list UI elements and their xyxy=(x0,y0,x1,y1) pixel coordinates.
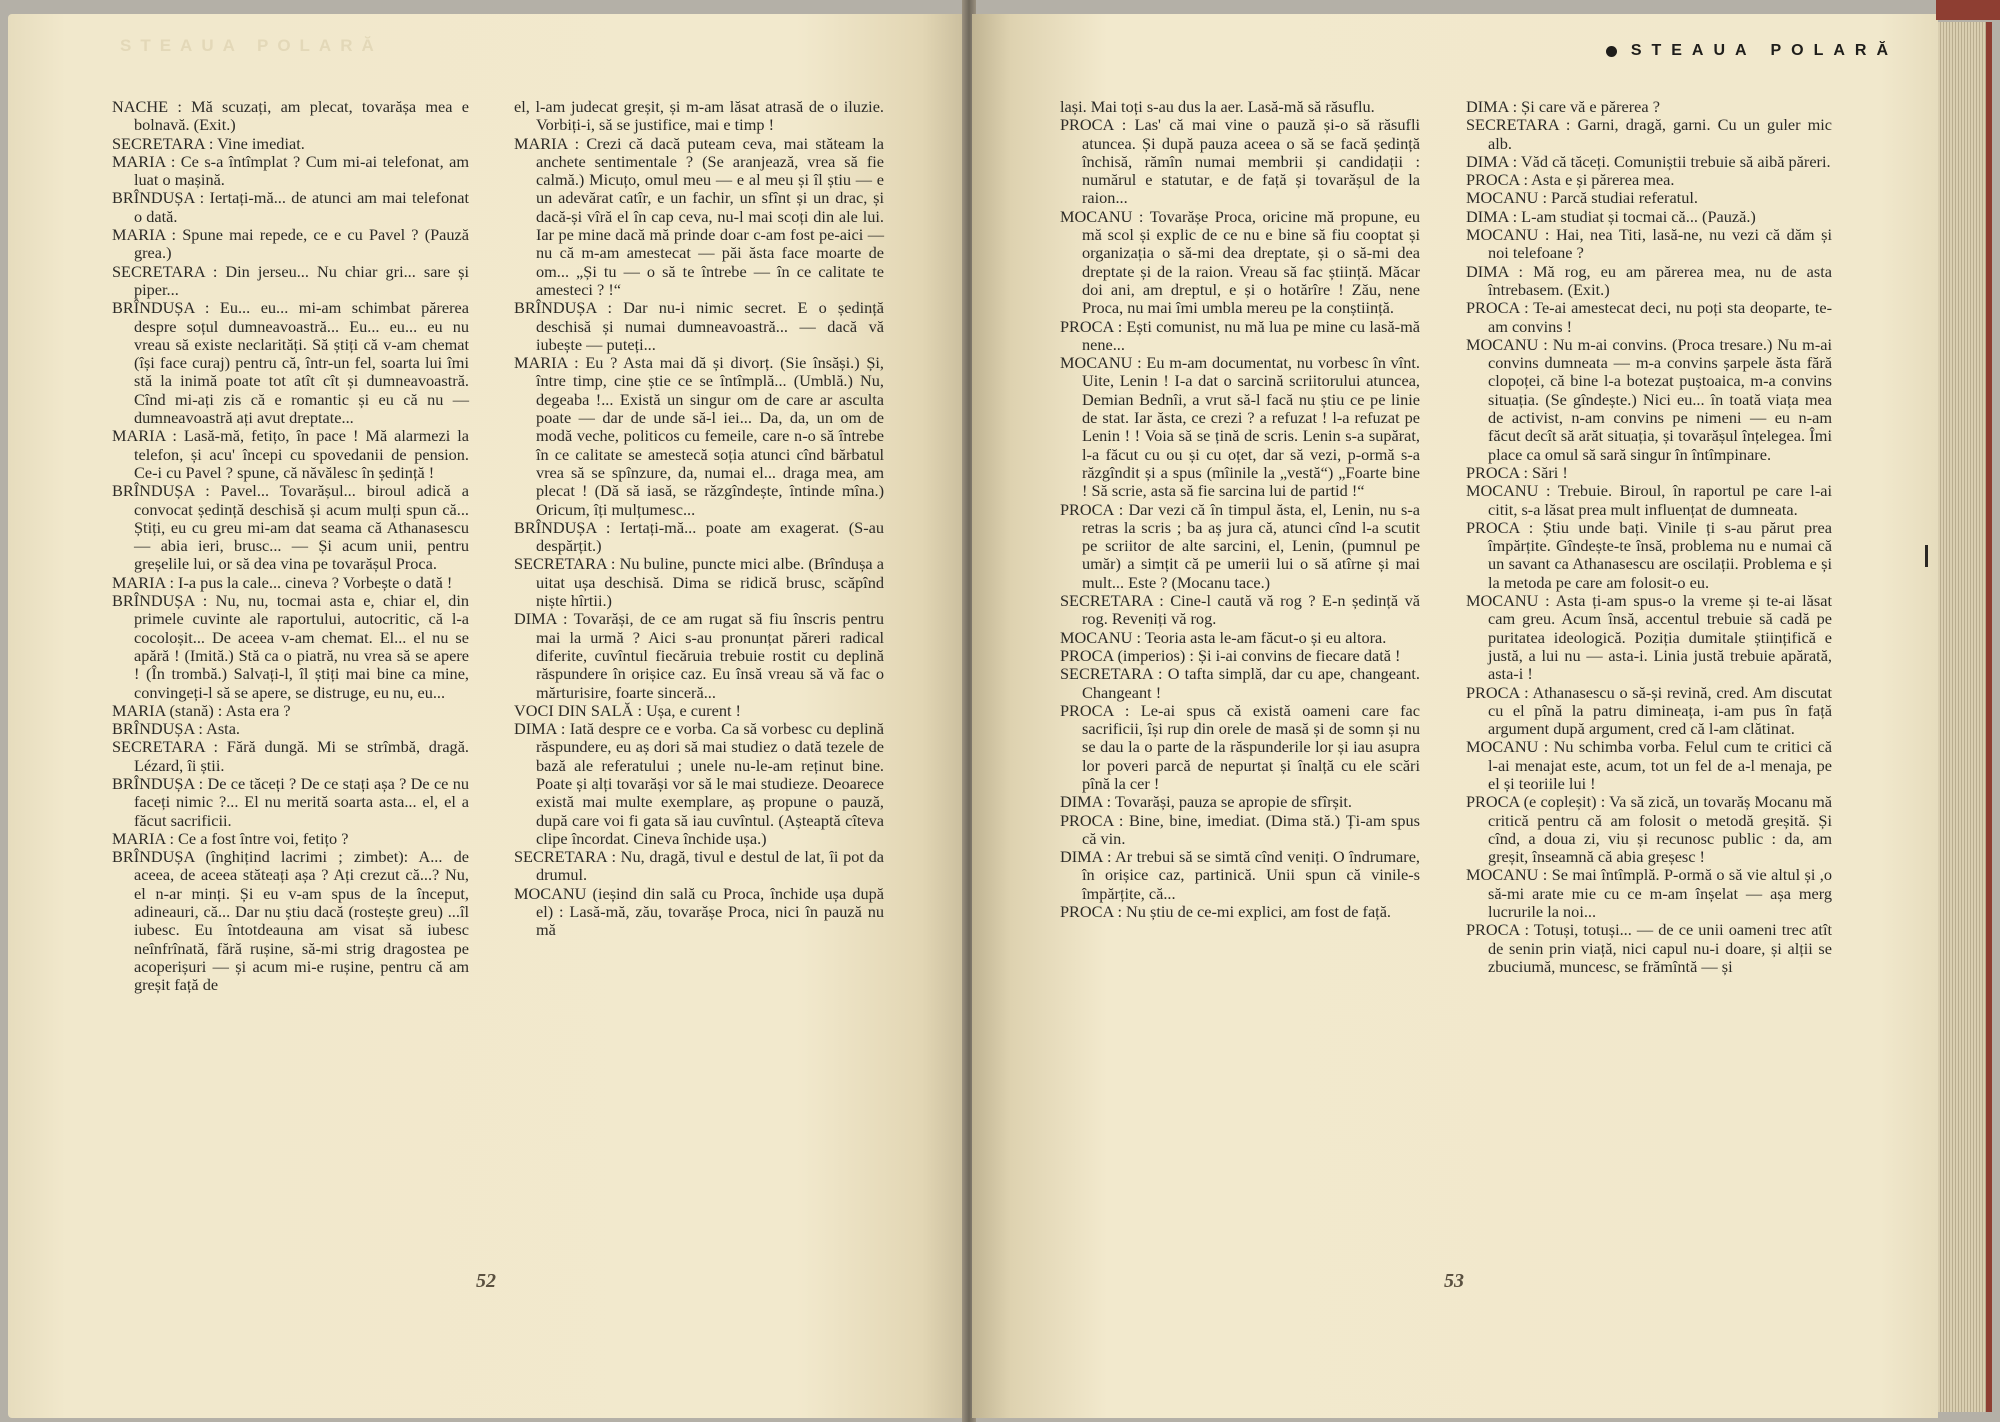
paragraph: MOCANU : Teoria asta le-am făcut-o și eu altora. xyxy=(1060,627,1387,647)
paragraph: SECRETARA : Garni, dragă, garni. Cu un guler mic alb. xyxy=(1466,115,1832,153)
paragraph: MARIA : Crezi că dacă puteam ceva, mai stăteam la anchete sentimentale ? (Se aranjează, vrea să fie calmă.) Micuțo, omul meu — e al meu și îl știu — e un adevărat catîr, e un fachir, un sfînt și un drac, și dacă-și vîră el în cap ceva, nu-l mai scoți din ale lui. Iar pe mine dacă mă prinde doar c-am fost pe-aici — nu că m-am amestecat — păi ăsta face moarte de om... „Și tu — o să te întrebe — în ce calitate te amesteci ? !“ xyxy=(514,133,884,299)
paragraph: BRÎNDUȘA : Pavel... Tovarășul... biroul adică a convocat ședință deschisă și acum mulți spun că... Știți, eu cu greu mi-am dat seama că Athanasescu — abia ieri, brusc... — Și acum unii, pentru greșelile lui, or să dea vina pe tovarășul Proca. xyxy=(112,481,469,574)
paragraph: BRÎNDUȘA : Iertați-mă... de atunci am mai telefonat o dată. xyxy=(112,188,469,226)
running-header xyxy=(1606,42,1898,60)
column-2 xyxy=(514,98,884,940)
paragraph: PROCA : Asta e și părerea mea. xyxy=(1466,170,1675,190)
right-page xyxy=(972,14,1938,1418)
paragraph: NACHE : Mă scuzați, am plecat, tovarășa mea e bolnavă. (Exit.) xyxy=(112,97,469,135)
paragraph: MARIA : Ce a fost între voi, fetițo ? xyxy=(112,828,349,848)
paragraph: lași. Mai toți s-au dus la aer. Lasă-mă să răsuflu. xyxy=(1060,97,1375,116)
page-block-edges xyxy=(1938,22,1992,1412)
paragraph: BRÎNDUȘA : Eu... eu... mi-am schimbat părerea despre soțul dumneavoastră... Eu... eu... eu nu vreau să existe neclarități. Să știți că v-am chemat (își face curaj) pentru că, într-un fel, soarta lui îmi stă la inimă poate tot atît cît și dumneavoastră. Cînd mi-ați zis că e romantic și eu că nu — dumneavoastră ați avut dreptate... xyxy=(112,298,469,428)
paragraph: PROCA (e copleșit) : Va să zică, un tovarăș Mocanu mă critică pentru că am folosit o metodă greșită. Și cînd, a doua zi, viu și recunosc public : da, am greșit, înseamnă că abia greșesc ! xyxy=(1466,792,1832,867)
page-mark xyxy=(1925,545,1928,567)
paragraph: SECRETARA : Din jerseu... Nu chiar gri... sare și piper... xyxy=(112,261,469,299)
paragraph: MOCANU : Tovarășe Proca, oricine mă propune, eu mă scol și explic de ce nu e bine să fiu cooptat și organizația o să-mi dea dreptate, și o să-mi dea dreptate și de la raion. Vreau să fac știință. Măcar doi ani, am dreptul, e și o hotărîre ! Zău, nene Proca, nu mai îmi umbla mereu pe la conștiință. xyxy=(1060,206,1420,318)
paragraph: MOCANU : Asta ți-am spus-o la vreme și te-ai lăsat cam greu. Acum însă, accentul trebuie să cadă pe puritatea ideologică. Poziția dumitale științifică e justă, a lui nu — asta-i. Linia justă trebuie apărată, asta-i ! xyxy=(1466,591,1832,684)
paragraph: MOCANU : Hai, nea Titi, lasă-ne, nu vezi că dăm și noi telefoane ? xyxy=(1466,225,1832,263)
paragraph: el, l-am judecat greșit, și m-am lăsat atrasă de o iluzie. Vorbiți-i, să se justifice, mai e timp ! xyxy=(514,97,884,135)
paragraph: SECRETARA : Nu, dragă, tivul e destul de lat, îi pot da drumul. xyxy=(514,847,884,885)
paragraph: BRÎNDUȘA : Nu, nu, tocmai asta e, chiar el, din primele cuvinte ale raportului, autocritic, că l-a cocoloșit... De aceea v-am chemat. El... el nu se apără ! (Imită.) Stă ca o piatră, nu vrea să se apere ! (În trombă.) Salvați-l, îl știți mai bine ca mine, convingeți-l să se apere, se distruge, eu nu, eu... xyxy=(112,591,469,702)
paragraph: BRÎNDUȘA : De ce tăceți ? De ce stați așa ? De ce nu faceți nimic ?... El nu merită soarta asta... el, el a făcut sacrificii. xyxy=(112,773,469,830)
paragraph: DIMA : Ar trebui să se simtă cînd veniți. O îndrumare, în orișice caz, partinică. Unii spun că vinile-s împărțite, că... xyxy=(1060,847,1420,903)
left-page xyxy=(8,14,970,1418)
paragraph: BRÎNDUȘA : Dar nu-i nimic secret. E o ședință deschisă și numai dumneavoastră... — dacă vă iubește — puteți... xyxy=(514,298,884,354)
paragraph: DIMA : Văd că tăceți. Comuniștii trebuie să aibă păreri. xyxy=(1466,151,1831,171)
paragraph: PROCA : Bine, bine, imediat. (Dima stă.) Ți-am spus că vin. xyxy=(1060,810,1420,848)
paragraph: PROCA : Te-ai amestecat deci, nu poți sta deoparte, te-am convins ! xyxy=(1466,298,1832,336)
paragraph: DIMA : Tovarăși, de ce am rugat să fiu înscris pentru mai la urmă ? Aici s-au pronunțat păreri radical diferite, cuvîntul fiecăruia trebuie rostit cu deplină răspundere în orișice caz. Eu însă vreau să vă fac o mărturisire, foarte sinceră... xyxy=(514,609,884,702)
paragraph: MARIA : Eu ? Asta mai dă și divorț. (Sie însăși.) Și, între timp, cine știe ce se întîmplă... (Umblă.) Nu, degeaba !... Există un singur om de care ar asculta poate — dar de unde să-l iei... Da, da, un om de modă veche, politicos cu femeile, care n-o să întrebe în ce calitate se amestecă soția atunci cînd bărbatul vrea să se spînzure, da, numai el... draga mea, am plecat ! (Dă să iasă, se răzgîndește, întinde mîna.) Oricum, îți mulțumesc... xyxy=(514,353,884,519)
paragraph: PROCA : Las' că mai vine o pauză și-o să răsufli atuncea. Și după pauza aceea o să se facă ședință închisă, rămîn numai membrii și candidații : numărul e statutar, e de față și tovarășul de la raion... xyxy=(1060,115,1420,208)
paragraph: DIMA : L-am studiat și tocmai că... (Pauză.) xyxy=(1466,206,1756,226)
paragraph: MOCANU (ieșind din sală cu Proca, închide ușa după el) : Lasă-mă, zău, tovarășe Proca, nici în pauză nu mă xyxy=(514,883,884,940)
paragraph: PROCA : Știu unde bați. Vinile ți s-au părut prea împărțite. Gîndește-te însă, problema nu e numai că un savant ca Athanasescu are oscilații. Problema e și la metoda pe care am folosit-o eu. xyxy=(1466,517,1832,592)
paragraph: SECRETARA : Fără dungă. Mi se strîmbă, dragă. Lézard, îi știi. xyxy=(112,737,469,775)
running-header-title: STEAUA POLARĂ xyxy=(1630,42,1898,59)
paragraph: PROCA : Dar vezi că în timpul ăsta, el, Lenin, nu s-a retras la scris ; ba aș jura că, atunci cînd l-a scutit pe scriitor de alte sarcini, el, Lenin, (pumnul pe umăr) a simțit că pe umerii lui o să atîrne și mai mult... Este ? (Mocanu tace.) xyxy=(1060,499,1420,592)
book-cover-edge xyxy=(1936,0,2000,20)
page-number: 53 xyxy=(1444,1270,1464,1292)
paragraph: MOCANU : Nu m-ai convins. (Proca tresare.) Nu m-ai convins dumneata — m-a convins șarpele ăsta fără clopoței, că bine l-a botezat puștoaica, m-a convins situația. (Se gîndește.) Nici eu... în toată viața mea de activist, n-am convins pe nimeni — eu n-am făcut decît să arăt situația, și tovarășul înțelegea. Îmi place ca omul să sară singur în întîmpinare. xyxy=(1466,334,1832,464)
page-number: 52 xyxy=(476,1270,496,1292)
paragraph: SECRETARA : Cine-l caută vă rog ? E-n ședință vă rog. Reveniți vă rog. xyxy=(1060,591,1420,629)
paragraph: PROCA : Sări ! xyxy=(1466,462,1568,482)
paragraph: PROCA (imperios) : Și i-ai convins de fiecare dată ! xyxy=(1060,645,1401,665)
bullet-icon xyxy=(1606,46,1617,57)
paragraph: MARIA (stană) : Asta era ? xyxy=(112,700,291,720)
paragraph: MOCANU : Eu m-am documentat, nu vorbesc în vînt. Uite, Lenin ! I-a dat o sarcină scriitorului atuncea, Demian Bednîi, a vrut să-l facă nu știu ce pe linie de stat. Iar ăsta, ce crezi ? a refuzat ! l-a refuzat pe Lenin ! ! Voia să se țină de scris. Lenin s-a supărat, l-a făcut cu ou și cu oțet, dar să vezi, p-ormă s-a răzgîndit și a spus (mîinile la „vestă“) „Foarte bine ! Să scrie, asta să fie sarcina lui de partid !“ xyxy=(1060,353,1420,501)
paragraph: BRÎNDUȘA : Asta. xyxy=(112,719,241,739)
paragraph: VOCI DIN SALĂ : Ușa, e curent ! xyxy=(514,700,741,720)
paragraph: MOCANU : Trebuie. Biroul, în raportul pe care l-ai citit, s-a lăsat prea mult influențat de dumneata. xyxy=(1466,481,1832,519)
paragraph: SECRETARA : O tafta simplă, dar cu ape, changeant. Changeant ! xyxy=(1060,664,1420,702)
paragraph: MARIA : I-a pus la cale... cineva ? Vorbește o dată ! xyxy=(112,572,453,592)
paragraph: PROCA : Le-ai spus că există oameni care fac sacrificii, își rup din orele de masă și de somn și nu se dau la o parte de la răspunderile lor și iau asupra lor poveri parcă de nepurtat și înalță cu ele scări pînă la cer ! xyxy=(1060,700,1420,793)
paragraph: BRÎNDUȘA (înghițind lacrimi ; zimbet): A... de aceea, de aceea stăteați așa ? Ați crezut că...? Nu, el n-ar minți. Și eu v-am spus de la început, adineauri, că... Dar nu știu dacă (rostește greu) ...îl iubesc. Eu întotdeauna am visat să iubesc neînfrînată, fără rușine, să-mi strig dragostea pe acoperișuri — și acum mi-e rușine, pentru că am greșit față de xyxy=(112,847,469,995)
column-3 xyxy=(1060,98,1420,921)
paragraph: PROCA : Ești comunist, nu mă lua pe mine cu lasă-mă nene... xyxy=(1060,316,1420,354)
column-4 xyxy=(1466,98,1832,976)
column-1 xyxy=(112,98,469,995)
paragraph: DIMA : Mă rog, eu am părerea mea, nu de asta întrebasem. (Exit.) xyxy=(1466,261,1832,299)
paragraph: MOCANU : Parcă studiai referatul. xyxy=(1466,188,1698,208)
paragraph: MOCANU : Se mai întîmplă. P-ormă o să vie altul și ,o să-mi arate mie cu ce m-am înșelat — așa merg lucrurile la noi... xyxy=(1466,865,1832,922)
paragraph: PROCA : Totuși, totuși... — de ce unii oameni trec atît de senin prin viață, nici capul nu-i doare, și alții se zbuciumă, muncesc, se frămîntă — și xyxy=(1466,920,1832,976)
paragraph: DIMA : Iată despre ce e vorba. Ca să vorbesc cu deplină răspundere, eu aș dori să mai studiez o dată tezele de bază ale referatului ; unele nu-le-am reținut bine. Poate și alți tovarăși vor să le mai studieze. Deoarece există mai multe exemplare, aș propune o pauză, după care voi fi gata să iau cuvîntul. (Așteaptă cîteva clipe încordat. Cineva închide ușa.) xyxy=(514,719,884,848)
paragraph: DIMA : Tovarăși, pauza se apropie de sfîrșit. xyxy=(1060,792,1352,812)
paragraph: MARIA : Lasă-mă, fetițo, în pace ! Mă alarmezi la telefon, și acu' începi cu spovedanii de pension. Ce-i cu Pavel ? spune, că năvălesc în ședință ! xyxy=(112,426,469,482)
paragraph: SECRETARA : Nu buline, puncte mici albe. (Brîndușa a uitat ușa deschisă. Dima se ridică brusc, scăpînd niște hîrtii.) xyxy=(514,554,884,611)
paragraph: PROCA : Athanasescu o să-și revină, cred. Am discutat cu el pînă la patru dimineața, i-am pus în față argument după argument, cred că l-am clătinat. xyxy=(1466,682,1832,739)
ghost-running-header: STEAUA POLARĂ xyxy=(120,36,383,55)
paragraph: MOCANU : Nu schimba vorba. Felul cum te critici că l-ai menajat este, acum, tot un fel de a-l menaja, pe el și teoriile lui ! xyxy=(1466,737,1832,793)
paragraph: PROCA : Nu știu de ce-mi explici, am fost de față. xyxy=(1060,902,1391,922)
paragraph: SECRETARA : Vine imediat. xyxy=(112,133,305,153)
paragraph: DIMA : Și care vă e părerea ? xyxy=(1466,97,1660,116)
paragraph: MARIA : Ce s-a întîmplat ? Cum mi-ai telefonat, am luat o mașină. xyxy=(112,151,469,190)
paragraph: MARIA : Spune mai repede, ce e cu Pavel ? (Pauză grea.) xyxy=(112,225,469,263)
paragraph: BRÎNDUȘA : Iertați-mă... poate am exagerat. (S-au despărțit.) xyxy=(514,517,884,556)
